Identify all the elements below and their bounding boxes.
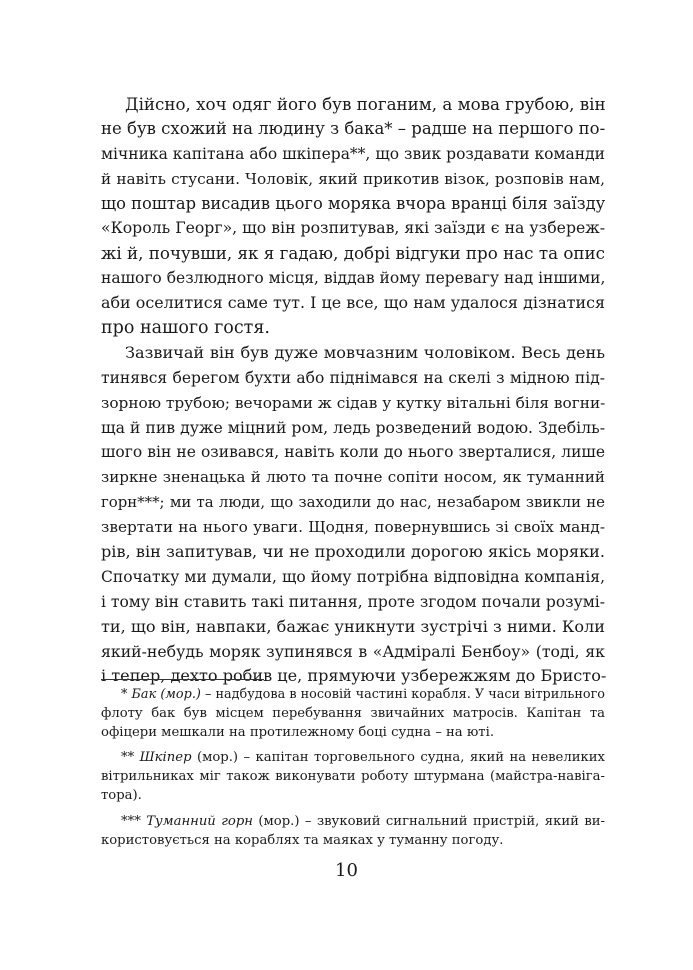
text-line: що поштар висадив цього моряка вчора вранці біля заїзду — [101, 193, 606, 213]
footnotes — [101, 686, 605, 857]
footnote-term: Туманний горн — [146, 813, 253, 829]
footnote-text: – звуковий сигнальний пристрій, який ви- — [299, 813, 605, 829]
text-line: мічника капітана або шкіпера**, що звик роздавати команди — [101, 144, 605, 163]
footnote-line: користовується на кораблях та маяках у туманну погоду. — [101, 832, 504, 848]
text-line: й навіть стусани. Чоловік, який прикотив візок, розповів нам, — [101, 169, 605, 188]
footnote-term-suffix: (мор.) — [252, 813, 300, 829]
footnote-marker: * — [121, 687, 128, 702]
footnote-line — [101, 813, 605, 832]
footnote — [101, 749, 605, 805]
text-line: звертати на нього уваги. Щодня, повернувшись зі своїх манд- — [101, 518, 605, 537]
text-line: зорною трубою; вечорами ж сідав у кутку вітальні біля вогни- — [101, 393, 606, 412]
text-line: про нашого гостя. — [101, 318, 270, 339]
footnote-term: Бак (мор.) — [131, 687, 201, 702]
footnote-text: – надбудова в носовій частині корабля. У часи вітрильного — [200, 687, 605, 702]
text-line: ти, що він, навпаки, бажає уникнути зустрічі з ними. Коли — [101, 616, 605, 636]
footnote-line — [101, 749, 605, 768]
footnote-divider — [101, 679, 264, 680]
footnote-line: офіцери мешкали на протилежному боці судна – на юті. — [101, 724, 495, 740]
text-line: «Король Георг», що він розпитував, які заїзди є на узбереж- — [101, 218, 605, 238]
text-line: шого він не озивався, навіть коли до нього зверталися, лише — [101, 443, 605, 462]
text-line: і тепер, дехто робив це, прямуючи узбережжям до Бристо- — [101, 666, 607, 686]
text-line: Дійсно, хоч одяг його був поганим, а мова грубою, він — [125, 94, 606, 114]
text-line: який-небудь моряк зупинявся в «Адміралі Бенбоу» (тоді, як — [101, 641, 605, 661]
text-line: горн***; ми та люди, що заходили до нас, незабаром звикли не — [101, 493, 605, 512]
footnote — [101, 813, 605, 851]
footnote-line: флоту бак був місцем перебування звичайних матросів. Капітан та — [101, 705, 605, 721]
text-line: тинявся берегом бухти або піднімався на скелі з мідною під- — [101, 368, 605, 387]
footnote-line — [101, 686, 605, 705]
page-number: 10 — [335, 860, 358, 881]
footnote-text: – капітан торговельного судна, який на невеликих — [238, 750, 605, 766]
text-line: Спочатку ми думали, що йому потрібна відповідна компанія, — [101, 567, 605, 586]
footnote-line: вітрильниках міг також виконувати роботу штурмана (майстра-навіга- — [101, 769, 605, 785]
main-text — [101, 92, 605, 689]
footnote-term-suffix: (мор.) — [191, 750, 239, 766]
text-line: аби оселитися саме тут. І це все, що нам удалося дізнатися — [101, 293, 605, 313]
footnote-line: тора). — [101, 787, 142, 803]
footnote — [101, 686, 605, 742]
text-line: рів, він запитував, чи не проходили дорогою якісь моряки. — [101, 542, 605, 562]
text-line: не був схожий на людину з бака* – радше на першого по- — [101, 118, 606, 138]
text-line: жі й, почувши, як я гадаю, добрі відгуки про нас та опис — [101, 243, 605, 264]
text-line: нашого безлюдного місця, віддав йому перевагу над іншими, — [101, 269, 606, 288]
footnote-marker: ** — [121, 750, 135, 766]
footnote-marker: *** — [121, 813, 141, 829]
text-line: і тому він ставить такі питання, проте згодом почали розумі- — [101, 592, 605, 611]
text-line: Зазвичай він був дуже мовчазним чоловіком. Весь день — [125, 342, 605, 362]
text-line: зиркне зненацька й люто та почне сопіти носом, як туманний — [101, 468, 605, 487]
footnote-term: Шкіпер — [139, 750, 192, 766]
text-line: ща й пив дуже міцний ром, ледь розведений водою. Здебіль- — [101, 417, 605, 437]
